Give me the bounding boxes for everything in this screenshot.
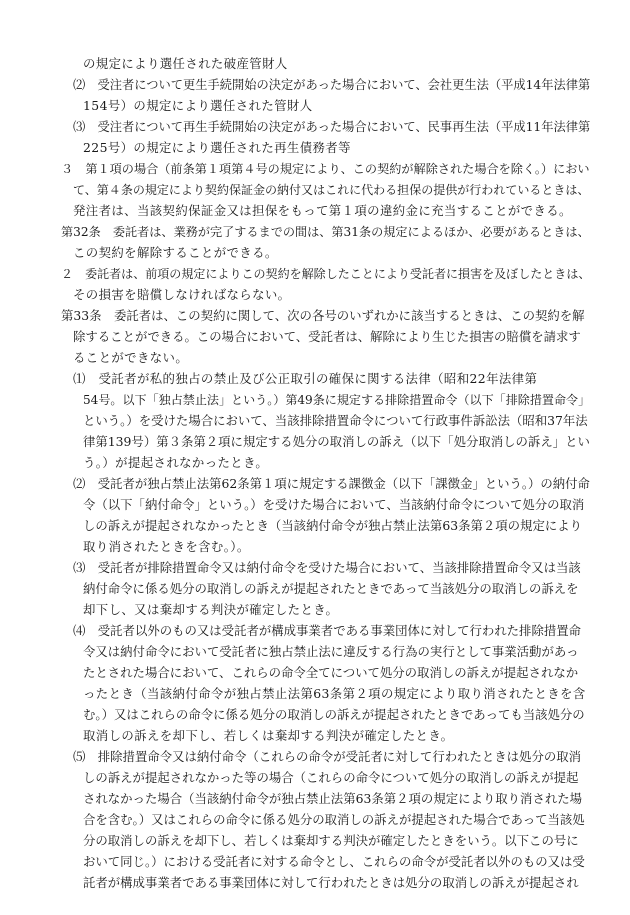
text-line: 225号）の規定により選任された再生債務者等 xyxy=(83,140,351,155)
text-line: しの訴えが提起されなかったとき（当該納付命令が独占禁止法第63条第２項の規定により xyxy=(83,518,583,533)
text-line: ⑴ 受託者が私的独占の禁止及び公正取引の確保に関する法律（昭和22年法律第 xyxy=(73,371,538,386)
text-line: の規定により選任された破産管財人 xyxy=(83,56,288,71)
text-line: 第33条 委託者は、この契約に関して、次の各号のいずれかに該当するときは、この契約を解 xyxy=(61,308,585,323)
text-line: ⑸ 排除措置命令又は納付命令（これらの命令が受託者に対して行われたときは処分の取消 xyxy=(73,749,582,764)
text-line: 154号）の規定により選任された管財人 xyxy=(83,98,313,113)
text-line: 除することができる。この場合において、受託者は、解除により生じた損害の賠償を請求す xyxy=(73,329,581,344)
text-line: おいて同じ。）における受託者に対する命令とし、これらの命令が受託者以外のもの又は受 xyxy=(83,854,585,869)
text-line: ったとき（当該納付命令が独占禁止法第63条第２項の規定により取り消されたときを含 xyxy=(83,686,586,701)
text-line: 令又は納付命令において受託者に独占禁止法に違反する行為の実行として事業活動があっ xyxy=(83,644,579,659)
text-line: という。）を受けた場合において、当該排除措置命令について行政事件訴訟法（昭和37年法 xyxy=(83,413,588,428)
text-line: ⑵ 受託者が独占禁止法第62条第１項に規定する課徴金（以下「課徴金」という。）の納付命 xyxy=(73,477,590,491)
text-line: ２ 委託者は、前項の規定によりこの契約を解除したことにより受託者に損害を及ぼしたときは、 xyxy=(61,267,590,281)
text-line: たとされた場合において、これらの命令全てについて処分の取消しの訴えが提起されなか xyxy=(83,665,579,680)
text-line: ⑵ 受注者について更生手続開始の決定があった場合において、会社更生法（平成14年法律第 xyxy=(73,78,590,92)
text-line: 54号。以下「独占禁止法」という。）第49条に規定する排除措置命令（以下「排除措置命令」 xyxy=(83,393,590,407)
text-line: ３ 第１項の場合（前条第１項第４号の規定により、この契約が解除された場合を除く。）におい xyxy=(61,162,590,176)
text-line: 合を含む。）又はこれらの命令に係る処分の取消しの訴えが提起された場合であって当該処 xyxy=(83,812,585,827)
text-line: む。）又はこれらの命令に係る処分の取消しの訴えが提起されたときであっても当該処分の xyxy=(83,707,585,722)
text-line: 却下し、又は棄却する判決が確定したとき。 xyxy=(83,602,339,617)
text-line: ることができない。 xyxy=(73,350,189,365)
text-line: その損害を賠償しなければならない。 xyxy=(73,287,291,302)
text-line: 納付命令に係る処分の取消しの訴えが提起されたときであって当該処分の取消しの訴えを xyxy=(83,581,579,596)
text-line: 取り消されたときを含む。）。 xyxy=(83,539,250,554)
text-line: 分の取消しの訴えを却下し、若しくは棄却する判決が確定したときをいう。以下この号に xyxy=(83,833,579,848)
text-line: 発注者は、当該契約保証金又は担保をもって第１項の違約金に充当することができる。 xyxy=(73,203,572,218)
text-line: 託者が構成事業者である事業団体に対して行われたときは処分の取消しの訴えが提起され xyxy=(83,875,579,890)
text-line: ⑶ 受託者が排除措置命令又は納付命令を受けた場合において、当該排除措置命令又は当該 xyxy=(73,560,581,575)
text-line: う。）が提起されなかったとき。 xyxy=(83,455,269,470)
text-line: 第32条 委託者は、業務が完了するまでの間は、第31条の規定によるほか、必要があるときは、 xyxy=(61,225,590,239)
text-line xyxy=(83,895,590,913)
text-line: 取消しの訴えを却下し、若しくは棄却する判決が確定したとき。 xyxy=(83,728,454,743)
text-line: されなかった場合（当該納付命令が独占禁止法第63条第２項の規定により取り消された場 xyxy=(83,791,583,806)
text-line: て、第４条の規定により契約保証金の納付又はこれに代わる担保の提供が行われているときは、 xyxy=(73,183,590,197)
text-line: ⑶ 受注者について再生手続開始の決定があった場合において、民事再生法（平成11年法律第 xyxy=(73,120,590,134)
text-line: しの訴えが提起されなかった等の場合（これらの命令について処分の取消しの訴えが提起 xyxy=(83,770,579,785)
text-line: ⑷ 受託者以外のもの又は受託者が構成事業者である事業団体に対して行われた排除措置命 xyxy=(73,623,582,638)
text-line: 令（以下「納付命令」という。）を受けた場合において、当該納付命令について処分の取消 xyxy=(83,497,585,512)
text-line: 律第139号）第３条第２項に規定する処分の取消しの訴え（以下「処分取消しの訴え」とい xyxy=(83,434,590,449)
text-line: この契約を解除することができる。 xyxy=(73,245,278,260)
